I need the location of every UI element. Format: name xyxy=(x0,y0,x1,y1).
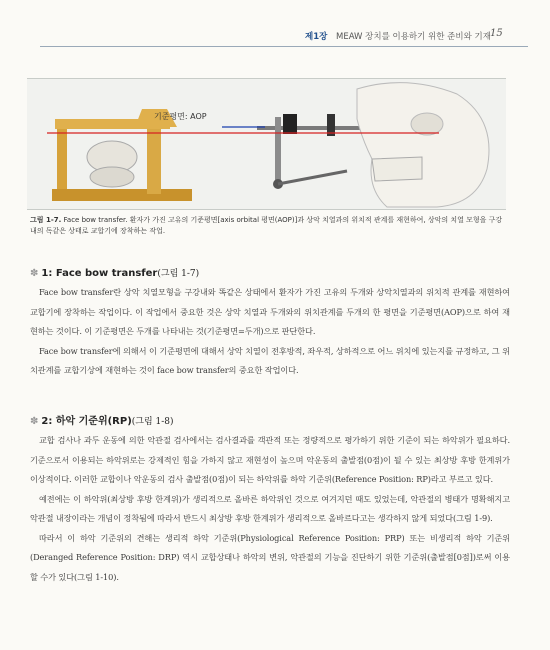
skull-outline xyxy=(357,83,489,207)
section-bullet: ✽ xyxy=(30,416,39,427)
face-bow-clamp xyxy=(283,114,297,134)
articulator-post xyxy=(57,119,67,199)
section-heading-text: 1: Face bow transfer xyxy=(41,268,158,279)
dental-cast-lower xyxy=(90,167,134,187)
figure-caption xyxy=(30,215,508,237)
chapter-label: 제1장 xyxy=(305,32,328,42)
aop-label: 기준평면: AOP xyxy=(154,112,207,121)
skull-orbit xyxy=(411,113,443,135)
paragraph: 따라서 이 하악 기준위의 견해는 생리적 하악 기준위(Physiological Reference Position: PRP) 또는 비생리적 하악 기준위(Deranged Reference Position: DRP) 역시 교합상태나 하악의 변위, 악관절의 기능을 진단하기 위한 기준위(출발점[0점])로써 이용할 수가 있다(그림 1-10). xyxy=(30,532,510,582)
articulator-arm xyxy=(147,124,161,194)
section-heading xyxy=(30,412,510,427)
paragraph: Face bow transfer란 상악 치열모형을 구강내와 똑같은 상태에서 환자가 가진 고유의 두개와 상악치열과의 위치적 관계를 재현하여 교합기에 장착하는 작업이다. 이 작업에서 중요한 것은 상악 치열과 두개와의 위치관계를 두개의 한 평면을 기준평면(AOP)으로 하여 재현하는 것이다. 이 기준평면은 두개를 나타내는 것(기준평면=두개)으로 판단한다. xyxy=(30,287,510,336)
caption-text: Face bow transfer. 환자가 가진 고유의 기준평면[axis orbital 평면(AOP)]과 상악 치열과의 위치적 관계를 재현하여, 상악의 치열 모형을 구강내의 독같은 상태로 교합기에 장착하는 작업. xyxy=(30,216,503,235)
section-heading-text: 2: 하악 기준위(RP) xyxy=(41,416,132,427)
articulator-base xyxy=(52,189,192,201)
caption-label: 그림 1-7. xyxy=(30,216,62,224)
page-number: 15 xyxy=(490,28,503,39)
paragraph: 교합 검사나 과두 운동에 의한 악관절 검사에서는 검사결과를 객관적 또는 정량적으로 평가하기 위한 기준이 되는 하악위가 필요하다. 기준으로서 이용되는 하악위로는 강제적인 힘을 가하지 않고 재현성이 높으며 악운동의 출발점(0점)이 될 수 있는 최상방 후방 한계위가 이상적이다. 이러한 교합이나 악운동의 검사 출발점(0점)이 되는 하악위를 하악 기준위(Reference Position: RP)라고 부르고 있다. xyxy=(30,435,510,484)
figure-ref: (그림 1-8) xyxy=(131,417,174,427)
figure-face-bow-photo xyxy=(27,78,506,210)
section-heading xyxy=(30,266,510,279)
face-bow-vertical xyxy=(275,117,281,187)
section-bullet: ✽ xyxy=(30,268,39,279)
skull-teeth xyxy=(372,157,422,181)
chapter-title: MEAW 장치를 이용하기 위한 준비와 기재 xyxy=(336,32,491,42)
paragraph: Face bow transfer에 의해서 이 기준평면에 대해서 상악 치열이 전후방적, 좌우적, 상하적으로 어느 위치에 있는지를 규정하고, 그 위치관계를 교합기상에 재현하는 것이 face bow transfer의 중요한 작업이다. xyxy=(30,345,510,375)
running-header xyxy=(0,0,550,48)
bite-fork-arm xyxy=(278,171,347,184)
header-rule xyxy=(40,46,528,47)
paragraph: 예전에는 이 하악위(최상방 후방 한계위)가 생리적으로 올바른 하악위인 것으로 여겨지던 때도 있었는데, 악관절의 병태가 명확해지고 악관절 내장이라는 개념이 정착됨에 따라서 반드시 최상방 후방 한계위가 생리적으로 올바르다고는 생각하지 않게 되었다(그림 1-9). xyxy=(30,493,510,523)
face-bow-illustration xyxy=(27,79,506,209)
section-face-bow-transfer xyxy=(30,266,510,381)
face-bow-rod xyxy=(257,126,367,130)
section-reference-position xyxy=(30,412,510,587)
figure-ref: (그림 1-7) xyxy=(157,269,200,279)
